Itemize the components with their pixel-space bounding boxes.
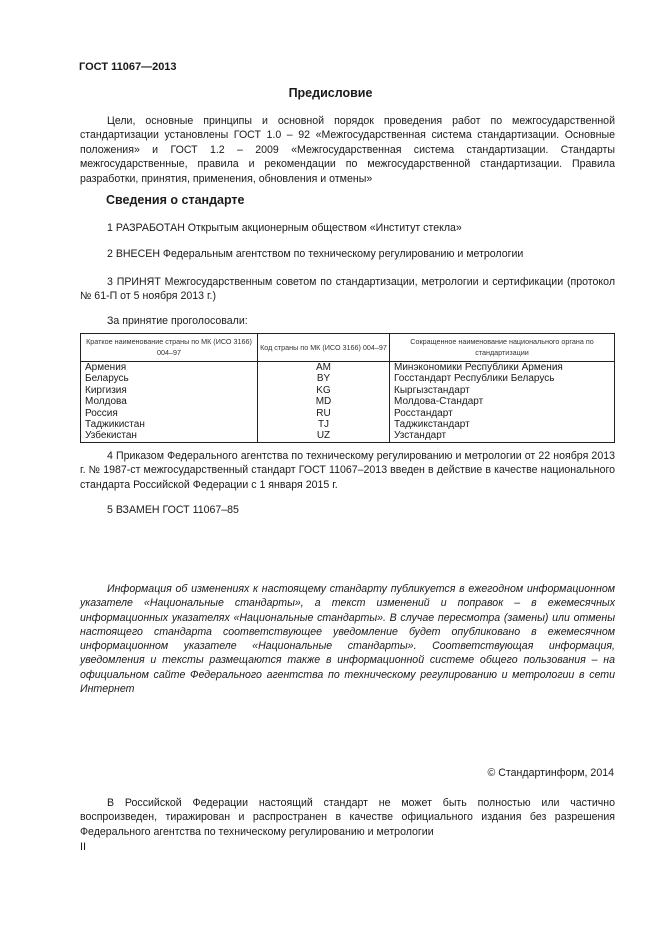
table-row [81,373,615,384]
country-cell: Молдова [81,396,258,407]
country-cell: Таджикистан [81,419,258,430]
countries-table [80,333,615,443]
column-header-body: Сокращенное наименование национального органа по стандартизации [390,334,615,362]
body-cell: Госстандарт Республики Беларусь [390,373,615,384]
country-cell: Армения [81,362,258,374]
column-header-code: Код страны по МК (ИСО 3166) 004–97 [258,334,390,362]
country-cell: Беларусь [81,373,258,384]
table-row [81,419,615,430]
table-header-row [81,334,615,362]
body-cell: Таджикстандарт [390,419,615,430]
item-1: 1 РАЗРАБОТАН Открытым акционерным обществом «Институт стекла» [107,222,462,234]
country-cell: Узбекистан [81,430,258,442]
code-cell: TJ [258,419,390,430]
body-cell: Кыргызстандарт [390,385,615,396]
document-header: ГОСТ 11067—2013 [79,61,177,73]
body-cell: Росстандарт [390,408,615,419]
item-3: 3 ПРИНЯТ Межгосударственным советом по стандартизации, метрологии и сертификации (протокол № 61-П от 5 ноября 2013 г.) [80,276,615,303]
intro-paragraph: Цели, основные принципы и основной порядок проведения работ по межгосударственной стандартизации установлены ГОСТ 1.0 – 92 «Межгосударственная система стандартизации. Основные положения» и ГОСТ 1.2 – 2009 «Межгосударственная система стандартизации. Стандарты межгосударственные, правила и рекомендации по межгосударственной стандартизации. Правила разработки, принятия, применения, обновления и отмены» [80,115,615,185]
country-cell: Россия [81,408,258,419]
code-cell: RU [258,408,390,419]
country-cell: Киргизия [81,385,258,396]
code-cell: KG [258,385,390,396]
table-row [81,385,615,396]
table-row [81,396,615,407]
body-cell: Узстандарт [390,430,615,442]
subsection-title: Сведения о стандарте [106,193,245,207]
code-cell: MD [258,396,390,407]
section-title: Предисловие [288,86,373,100]
column-header-country: Краткое наименование страны по МК (ИСО 3166) 004–97 [81,334,258,362]
table-row [81,408,615,419]
copyright: © Стандартинформ, 2014 [487,767,614,779]
code-cell: UZ [258,430,390,442]
table-row [81,362,615,374]
item-5: 5 ВЗАМЕН ГОСТ 11067–85 [107,504,239,516]
table-row [81,430,615,442]
page-number: II [80,841,87,853]
body-cell: Минэкономики Республики Армения [390,362,615,374]
code-cell: AM [258,362,390,374]
code-cell: BY [258,373,390,384]
body-cell: Молдова-Стандарт [390,396,615,407]
legal-notice: В Российской Федерации настоящий стандарт не может быть полностью или частично воспроизведен, тиражирован и распространен в качестве официального издания без разрешения Федерального агентства по техническому регулированию и метрологии [80,797,615,838]
item-4: 4 Приказом Федерального агентства по техническому регулированию и метрологии от 22 ноября 2013 г. № 1987-ст межгосударственный стандарт ГОСТ 11067–2013 введен в действие в качестве национального стандарта Российской Федерации с 1 января 2015 г. [80,450,615,491]
change-information-note: Информация об изменениях к настоящему стандарту публикуется в ежегодном информационном указателе «Национальные стандарты», а текст изменений и поправок – в ежемесячных информационных указателях «Национальные стандарты». В случае пересмотра (замены) или отмены настоящего стандарта соответствующее уведомление будет опубликовано в ежемесячном информационном указателе «Национальные стандарты». Соответствующая информация, уведомления и тексты размещаются также в информационной системе общего пользования – на официальном сайте Федерального агентства по техническому регулированию и метрологии в сети Интернет [80,583,615,696]
voted-label: За принятие проголосовали: [107,315,248,327]
item-2: 2 ВНЕСЕН Федеральным агентством по техническому регулированию и метрологии [107,248,524,260]
